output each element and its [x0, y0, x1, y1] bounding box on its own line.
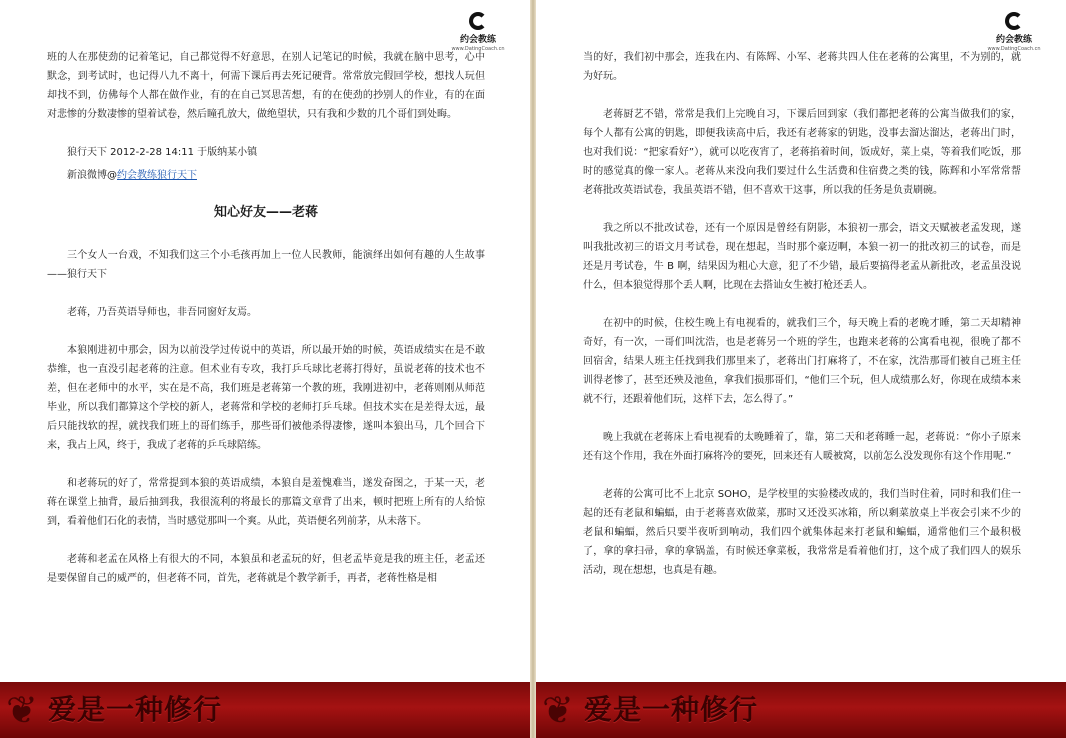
right-page: [536, 0, 1066, 738]
paragraph: 和老蒋玩的好了，常常提到本狼的英语成绩，本狼自是羞愧难当，遂发奋图之，于某一天，老蒋在课堂上抽背，最后抽到我，我很流利的将最长的那篇文章背了出来，顿时把班上所有的人给惊到，看着他们石化的表情，当时感觉那叫一个爽。从此，英语便名列前茅，从未落下。: [47, 478, 485, 527]
left-page: [0, 0, 530, 738]
paragraph: 在初中的时候，住校生晚上有电视看的，就我们三个，每天晚上看的老晚才睡，第二天却精神奇好，有一次，一哥们叫沈浩，也是老蒋另一个班的学生，也跑来老蒋的公寓看电视，很晚了都不回宿舍，结果人班主任找到我们那里来了，老蒋出门打麻将了，不在家，沈浩那哥们被自己班主任训得老惨了，甚至还殃及池鱼，拿我们损那哥们，“他们三个玩，但人成绩那么好，你现在成绩本来就不行，还跟着他们玩，这样下去，怎么得了。”: [583, 318, 1021, 405]
paragraph: 当的好，我们初中那会，连我在内、有陈辉、小军、老蒋共四人住在老蒋的公寓里，不为别的，就为好玩。: [583, 52, 1021, 82]
footer-slogan: 爱是一种修行: [584, 693, 759, 726]
logo-url: www.DatingCoach.cn: [451, 46, 505, 52]
signature: 狼行天下 2012-2-28 14:11 于版纳某小镇: [67, 147, 258, 158]
footer-banner: [536, 682, 1066, 738]
paragraph: 三个女人一台戏，不知我们这三个小毛孩再加上一位人民教师，能演绎出如何有趣的人生故事——狼行天下: [47, 250, 485, 280]
logo-mark-icon: [469, 12, 487, 30]
swirl-icon: ❦: [6, 688, 38, 732]
paragraph: 老蒋，乃吾英语导师也，非吾同窗好友焉。: [67, 307, 257, 318]
weibo-prefix: 新浪微博@: [67, 170, 117, 181]
article-title: 知心好友——老蒋: [213, 205, 318, 220]
paragraph: 本狼刚进初中那会，因为以前没学过传说中的英语，所以最开始的时候，英语成绩实在是不敢恭维，也一直没引起老蒋的注意。但术业有专攻，我打乒乓球比老蒋打得好，虽说老蒋的技术也不差，但在老师中的水平，实在是不高，我们班是老蒋第一个教的班，我刚进初中，老蒋则刚从师范毕业，所以我们都算这个学校的新人，老蒋常和学校的老师打乒乓球。但技术实在是差得太远，最后只能找软的捏，就找我们班上的哥们练手，那些哥们被他杀得凄惨，遂叫本狼出马，几个回合下来，我占上风，终于，我成了老蒋的乒乓球陪练。: [47, 345, 485, 451]
logo-mark-icon: [1005, 12, 1023, 30]
logo-name: 约会教练: [995, 35, 1032, 45]
paragraph: 老蒋厨艺不错，常常是我们上完晚自习，下课后回到家（我们都把老蒋的公寓当做我们的家，每个人都有公寓的钥匙，即便我读高中后，我还有老蒋家的钥匙，没事去溜达溜达，老蒋出门时，也对我们说：“把家看好”），就可以吃夜宵了，老蒋掐着时间，饭成好，菜上桌，等着我们吃饭，那时的感觉真的像一家人。老蒋从来没向我们要过什么生活费和住宿费之类的钱，陈辉和小军常常帮老蒋批改英语试卷，我虽英语不错，但不喜欢干这事，所以我的任务是负责刷碗。: [583, 109, 1021, 196]
right-content: [583, 48, 1021, 599]
weibo-link[interactable]: 约会教练狼行天下: [117, 170, 197, 181]
logo-name: 约会教练: [459, 35, 496, 45]
logo-url: www.DatingCoach.cn: [987, 46, 1041, 52]
paragraph: 班的人在那使劲的记着笔记，自己都觉得不好意思，在别人记笔记的时候，我就在脑中思考，心中默念，到考试时，也记得八九不离十，何需下课后再去死记硬背。常常放完假回学校，想找人玩但却找不到，仿佛每个人都在做作业，有的在自己冥思苦想，有的在使劲的抄别人的作业，有的在面对悲惨的分数凄惨的望着试卷，然后瞳孔放大，做绝望状，只有我和少数的几个哥们到处晦。: [47, 52, 485, 120]
footer-banner: [0, 682, 530, 738]
paragraph: 老蒋和老孟在风格上有很大的不同，本狼虽和老孟玩的好，但老孟毕竟是我的班主任，老孟还是要保留自己的威严的，但老蒋不同，首先，老蒋就是个教学新手，再者，老蒋性格是相: [47, 554, 485, 584]
paragraph: 老蒋的公寓可比不上北京 SOHO，是学校里的实验楼改成的，我们当时住着，同时和我们住一起的还有老鼠和蝙蝠，由于老蒋喜欢做菜，那时又还没买冰箱，所以剩菜放桌上半夜会引来不少的老鼠和蝙蝠，然后只要半夜听到响动，我们四个就集体起来打老鼠和蝙蝠，通常他们三个最积极了，拿的拿扫帚，拿的拿锅盖，有时候还拿菜板，我常常是看着他们打，这个成了我们四人的娱乐活动，现在想想，也真是有趣。: [583, 489, 1021, 576]
footer-slogan: 爱是一种修行: [48, 693, 223, 726]
swirl-icon: ❦: [542, 688, 574, 732]
weibo-line: [47, 166, 485, 185]
left-content: [47, 48, 485, 607]
paragraph: 晚上我就在老蒋床上看电视看的太晚睡着了，靠，第二天和老蒋睡一起，老蒋说：“你小子原来还有这个作用，我在外面打麻将冷的要死，回来还有人暖被窝，以前怎么没发现你有这个作用呢.”: [583, 432, 1021, 462]
paragraph: 我之所以不批改试卷，还有一个原因是曾经有阴影，本狼初一那会，语文天赋被老孟发现，遂叫我批改初三的语文月考试卷，现在想起，当时那个豪迈啊，本狼一初一的批改初三的试卷，而是还是月考试卷，牛 B 啊，结果因为粗心大意，犯了不少错，最后要搞得老孟从新批改，老孟虽没说什么，但本狼觉得那个丢人啊，比现在去搭讪女生被打枪还丢人。: [583, 223, 1021, 291]
